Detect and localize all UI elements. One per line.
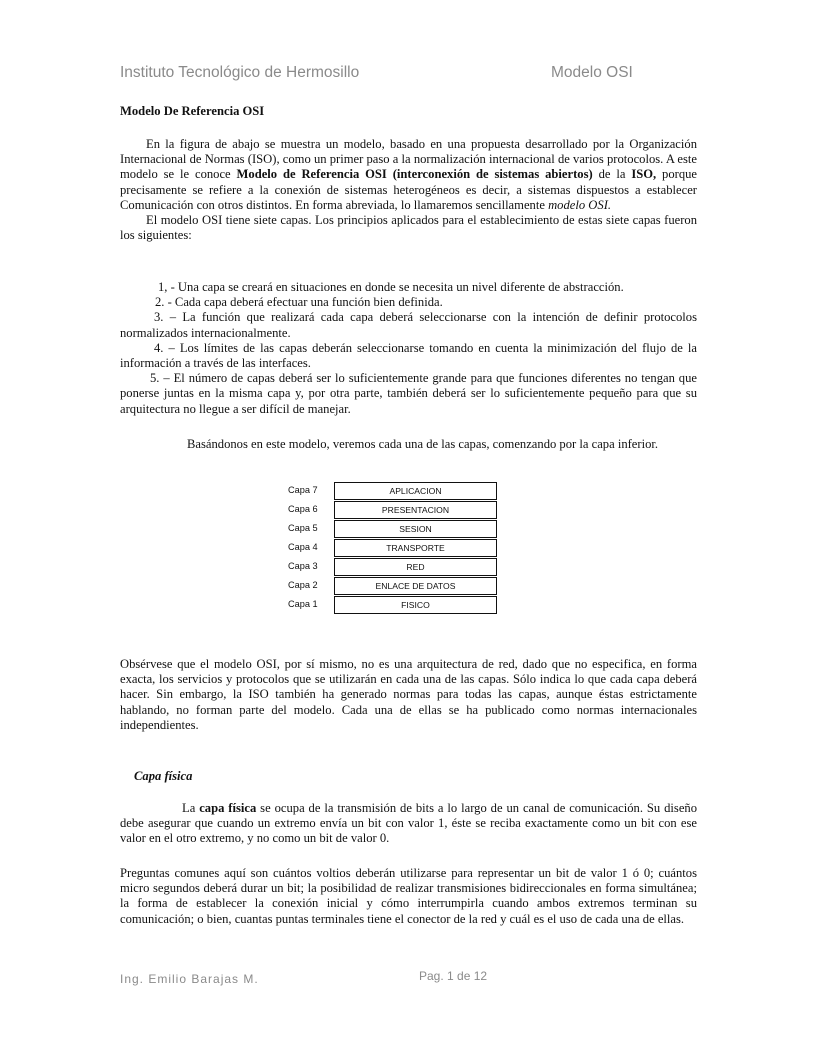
footer-page-number: Pag. 1 de 12 [419, 969, 488, 983]
layer-row [288, 482, 500, 501]
principle-item: 5. – El número de capas deberá ser lo suficientemente grande para que funciones diferentes no tengan que ponerse juntas en la misma capa y, por otra parte, también deberá ser lo suficientemente pequeño para que su arquitectura no llegue a ser difícil de manejar. [120, 371, 697, 416]
capa-fisica-paragraph-1 [120, 801, 697, 847]
section-heading-capa-fisica: Capa física [134, 769, 193, 783]
intro-section [120, 137, 697, 243]
principle-item: 4. – Los límites de las capas deberán seleccionarse tomando en cuenta la minimización del flujo de la información a través de las interfaces. [120, 340, 697, 371]
layer-number: Capa 1 [288, 599, 318, 609]
layer-box: SESION [334, 520, 497, 538]
header-institution: Instituto Tecnológico de Hermosillo [120, 64, 360, 81]
layer-box: PRESENTACION [334, 501, 497, 519]
layer-number: Capa 2 [288, 580, 318, 590]
layer-row [288, 501, 500, 520]
layer-number: Capa 3 [288, 561, 318, 571]
layer-row [288, 596, 500, 615]
principles-list [120, 280, 697, 417]
principle-item: 2. - Cada capa deberá efectuar una función bien definida. [155, 295, 443, 310]
intro-paragraph-2: El modelo OSI tiene siete capas. Los principios aplicados para el establecimiento de estas siete capas fueron los siguientes: [120, 213, 697, 243]
layer-box: FISICO [334, 596, 497, 614]
intro-iso-term: ISO, [631, 167, 657, 182]
intro-text-a: En la figura de abajo se muestra un modelo, basado en una propuesta desarrollado por la Organización Internacional de Normas (ISO), como un primer paso a la normalización internacional de varios protocolos. A este modelo se le conoce [120, 137, 697, 182]
layer-number: Capa 6 [288, 504, 318, 514]
layer-box: ENLACE DE DATOS [334, 577, 497, 595]
observation-paragraph: Obsérvese que el modelo OSI, por sí mismo, no es una arquitectura de red, dado que no especifica, en forma exacta, los servicios y protocolos que se utilizarán en cada una de las capas. Sólo indica lo que cada capa deberá hacer. Sin embargo, la ISO también ha generado normas para todas las capas, aunque éstas estrictamente hablando, no forman parte del modelo. Cada una de ellas se ha publicado como normas internacionales independientes. [120, 657, 697, 732]
layer-box: RED [334, 558, 497, 576]
osi-layers-diagram [288, 482, 500, 617]
layer-number: Capa 5 [288, 523, 318, 533]
principle-item: 3. – La función que realizará cada capa deberá seleccionarse con la intención de definir protocolos normalizados internacionalmente. [120, 310, 697, 340]
layer-number: Capa 4 [288, 542, 318, 552]
layer-box: APLICACION [334, 482, 497, 500]
intro-italic-term: modelo OSI. [548, 197, 612, 212]
intro-text-c: porque precisamente se refiere a la conexión de sistemas heterogéneos es decir, a sistemas dispuestos a establecer Comunicación con otros distintos. En forma abreviada, lo llamaremos sencillamente [120, 167, 698, 212]
capa-fisica-text-a: La [182, 801, 200, 815]
intro-text-b: de la [592, 167, 632, 182]
page-title: Modelo De Referencia OSI [120, 104, 265, 118]
layer-row [288, 520, 500, 539]
principle-item: 1, - Una capa se creará en situaciones en donde se necesita un nivel diferente de abstracción. [158, 280, 624, 294]
intro-bold-term: Modelo de Referencia OSI (interconexión de sistemas abiertos) [236, 167, 593, 182]
capa-fisica-bold-term: capa física [199, 801, 257, 815]
footer-author: Ing. Emilio Barajas M. [120, 972, 259, 986]
layer-row [288, 539, 500, 558]
layer-number: Capa 7 [288, 485, 318, 495]
capa-fisica-paragraph-2: Preguntas comunes aquí son cuántos voltios deberán utilizarse para representar un bit de valor 1 ó 0; cuántos micro segundos deberá durar un bit; la posibilidad de realizar transmisiones bidireccionales en forma simultánea; la forma de establecer la conexión inicial y cómo interrumpirla cuando ambos extremos terminan su comunicación; o bien, cuantas puntas terminales tiene el conector de la red y cuál es el uso de cada una de ellas. [120, 866, 697, 926]
layer-row [288, 558, 500, 577]
intro-paragraph-1 [120, 137, 697, 213]
header-topic: Modelo OSI [551, 64, 633, 81]
layer-box: TRANSPORTE [334, 539, 497, 557]
transition-paragraph: Basándonos en este modelo, veremos cada una de las capas, comenzando por la capa inferior. [187, 437, 659, 451]
capa-fisica-text-b: se ocupa de la transmisión de bits a lo largo de un canal de comunicación. Su diseño debe asegurar que cuando un extremo envía un bit con valor 1, éste se reciba exactamente como un bit con ese valor en el otro extremo, y no como un bit de valor 0. [120, 801, 698, 846]
layer-row [288, 577, 500, 596]
